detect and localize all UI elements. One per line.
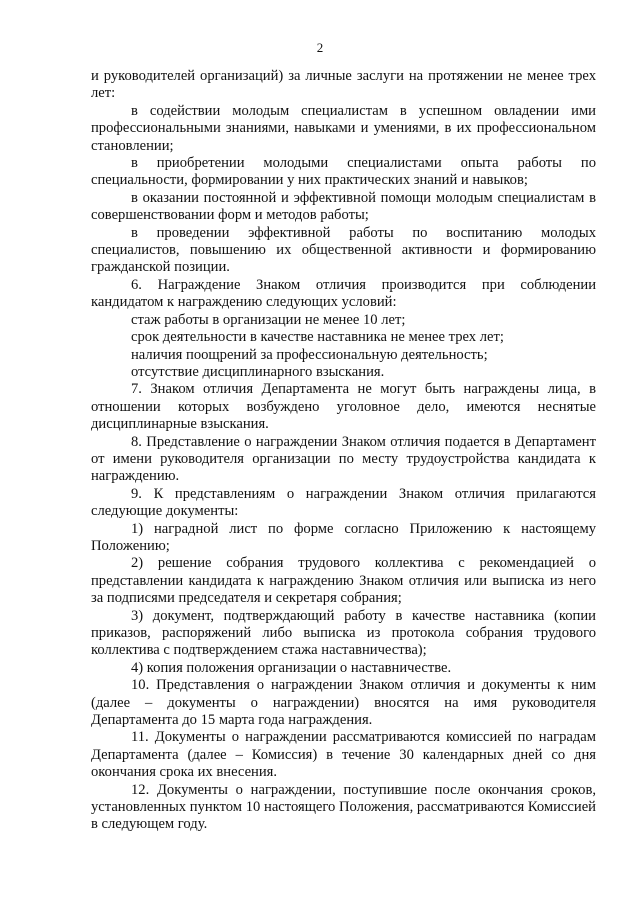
paragraph: 7. Знаком отличия Департамента не могут быть награждены лица, в отношении которых возбуждено уголовное дело, имеются неснятые дисциплинарные взыскания. xyxy=(91,381,596,433)
paragraph: 8. Представление о награждении Знаком отличия подается в Департамент от имени руководителя организации по месту трудоустройства кандидата к награждению. xyxy=(91,433,596,485)
paragraph: 2) решение собрания трудового коллектива с рекомендацией о представлении кандидата к награждению Знаком отличия или выписка из него за подписями председателя и секретаря собрания; xyxy=(91,555,596,607)
paragraph: 1) наградной лист по форме согласно Приложению к настоящему Положению; xyxy=(91,520,596,554)
paragraph: срок деятельности в качестве наставника не менее трех лет; xyxy=(131,329,504,346)
paragraph: наличия поощрений за профессиональную деятельность; xyxy=(131,346,488,363)
paragraph: в проведении эффективной работы по воспитанию молодых специалистов, повышению их общественной активности и формированию гражданской позиции. xyxy=(91,224,596,276)
paragraph: 3) документ, подтверждающий работу в качестве наставника (копии приказов, распоряжений либо выписка из протокола собрания трудового коллектива с подтверждением стажа наставничества); xyxy=(91,607,596,659)
paragraph: в содействии молодым специалистам в успешном овладении ими профессиональными знаниями, навыками и умениями, в их профессиональном становлении; xyxy=(91,102,596,154)
paragraph: отсутствие дисциплинарного взыскания. xyxy=(131,363,385,380)
paragraph: 12. Документы о награждении, поступившие после окончания сроков, установленных пунктом 10 настоящего Положения, рассматриваются Комиссией в следующем году. xyxy=(91,781,596,833)
paragraph: в приобретении молодыми специалистами опыта работы по специальности, формировании у них практических знаний и навыков; xyxy=(91,155,596,189)
paragraph: 11. Документы о награждении рассматриваются комиссией по наградам Департамента (далее – Комиссия) в течение 30 календарных дней со дня окончания срока их внесения. xyxy=(91,729,596,781)
page-number: 2 xyxy=(316,40,324,55)
paragraph: 6. Награждение Знаком отличия производится при соблюдении кандидатом к награждению следующих условий: xyxy=(91,276,596,311)
paragraph: в оказании постоянной и эффективной помощи молодым специалистам в совершенствовании форм и методов работы; xyxy=(91,189,596,224)
document-body xyxy=(91,68,596,834)
paragraph: стаж работы в организации не менее 10 лет; xyxy=(131,311,406,328)
paragraph: и руководителей организаций) за личные заслуги на протяжении не менее трех лет: xyxy=(91,68,596,102)
paragraph: 10. Представления о награждении Знаком отличия и документы к ним (далее – документы о награждении) вносятся на имя руководителя Департамента до 15 марта года награждения. xyxy=(91,677,596,729)
paragraph: 9. К представлениям о награждении Знаком отличия прилагаются следующие документы: xyxy=(91,485,596,520)
paragraph: 4) копия положения организации о наставничестве. xyxy=(131,659,452,676)
